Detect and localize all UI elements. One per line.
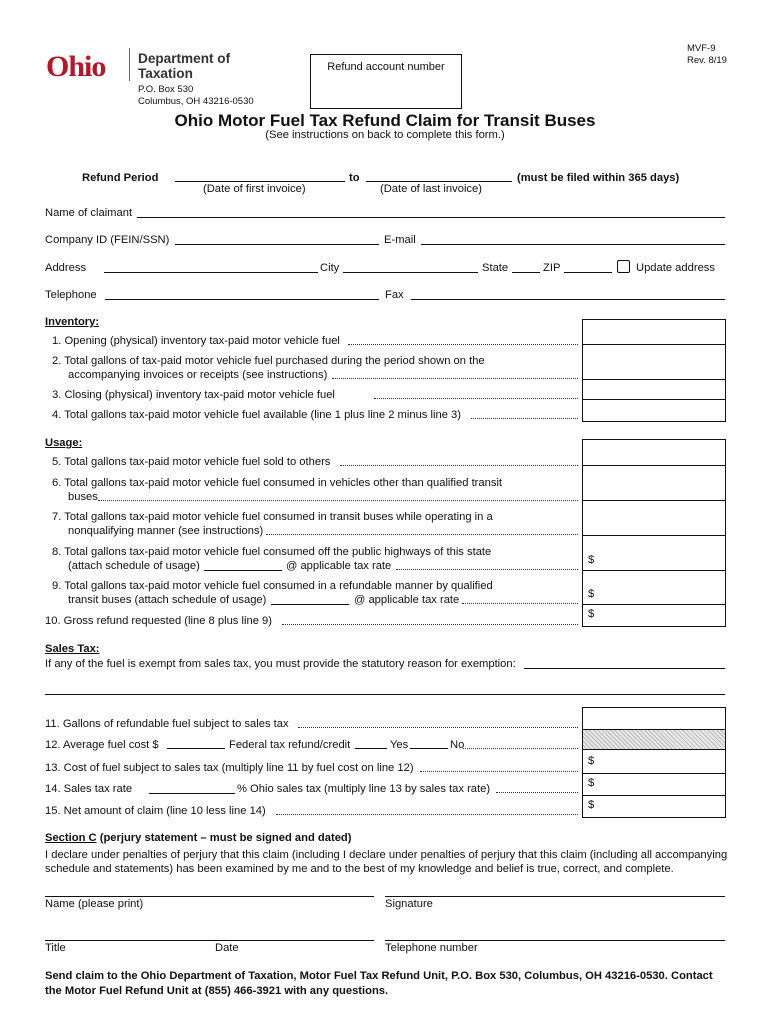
section-c-title: Section C: [45, 832, 97, 844]
leader-dots: [98, 500, 578, 501]
signature-label: Signature: [385, 898, 433, 910]
line-12-shaded-box: [582, 729, 726, 751]
federal-refund-yes-field[interactable]: [355, 748, 387, 749]
form-subtitle: (See instructions on back to complete this form.): [265, 129, 505, 141]
to-label: to: [349, 172, 360, 184]
telephone-number-field[interactable]: [385, 940, 725, 941]
ohio-logo: Ohio: [46, 50, 106, 83]
line-10-label: 10. Gross refund requested (line 8 plus line 9): [45, 615, 272, 627]
line-9-continued: transit buses (attach schedule of usage): [68, 594, 267, 606]
mailing-instructions-line-2: the Motor Fuel Refund Unit at (855) 466-3921 with any questions.: [45, 985, 389, 997]
dollar-sign: $: [588, 608, 595, 620]
leader-dots: [298, 727, 578, 728]
line-12-label: 12. Average fuel cost $: [45, 739, 159, 751]
company-id-label: Company ID (FEIN/SSN): [45, 234, 170, 246]
line-13-label: 13. Cost of fuel subject to sales tax (multiply line 11 by fuel cost on line 12): [45, 762, 414, 774]
line-14-label: 14. Sales tax rate: [45, 783, 133, 795]
last-invoice-date-field[interactable]: [366, 181, 512, 182]
leader-dots: [266, 534, 578, 535]
exemption-instruction: If any of the fuel is exempt from sales tax, you must provide the statutory reason for exemption:: [45, 658, 516, 670]
leader-dots: [496, 792, 578, 793]
yes-label: Yes: [390, 739, 409, 751]
line-9-amount-box[interactable]: [582, 570, 726, 606]
line-8-continued: (attach schedule of usage): [68, 560, 200, 572]
line-4-amount-box[interactable]: [582, 399, 726, 422]
line-11-label: 11. Gallons of refundable fuel subject to sales tax: [45, 718, 289, 730]
department-line-1: Department of: [138, 51, 231, 66]
refund-account-number-box[interactable]: [310, 54, 462, 109]
telephone-label: Telephone: [45, 289, 97, 301]
telephone-number-label: Telephone number: [385, 942, 478, 954]
first-invoice-caption: (Date of first invoice): [203, 183, 306, 195]
address-field[interactable]: [104, 272, 318, 273]
line-3-amount-box[interactable]: [582, 379, 726, 401]
no-label: No: [450, 739, 465, 751]
section-c-heading: [45, 832, 352, 844]
perjury-statement-line-2: schedule and statements) has been examined by me and to the best of my knowledge and belief is true, correct, and complete.: [45, 863, 674, 875]
line-8-label: 8. Total gallons tax-paid motor vehicle fuel consumed off the public highways of this state: [52, 546, 492, 558]
line-2-amount-box[interactable]: [582, 344, 726, 381]
email-label: E-mail: [384, 234, 416, 246]
department-line-2: Taxation: [138, 66, 193, 81]
email-field[interactable]: [421, 244, 725, 245]
line-1-label: 1. Opening (physical) inventory tax-paid motor vehicle fuel: [52, 335, 340, 347]
exemption-reason-field-2[interactable]: [45, 694, 725, 695]
line-7-amount-box[interactable]: [582, 500, 726, 537]
dollar-sign: $: [588, 588, 595, 600]
average-fuel-cost-field[interactable]: [167, 748, 225, 749]
zip-field[interactable]: [564, 272, 612, 273]
logo-divider: [129, 48, 130, 81]
line-13-amount-box[interactable]: [582, 749, 726, 775]
claimant-name-label: Name of claimant: [45, 207, 133, 219]
city-label: City: [320, 262, 340, 274]
line-4-label: 4. Total gallons tax-paid motor vehicle fuel available (line 1 plus line 2 minus line 3): [52, 409, 461, 421]
dollar-sign: $: [588, 799, 595, 811]
perjury-statement-line-1: I declare under penalties of perjury that this claim (including I declare under penalties of perjury that this claim (including all accompanying: [45, 849, 728, 861]
line-15-amount-box[interactable]: [582, 795, 726, 818]
department-name: [138, 51, 230, 81]
dollar-sign: $: [588, 755, 595, 767]
leader-dots: [396, 569, 578, 570]
city-field[interactable]: [343, 272, 478, 273]
usage-heading: Usage:: [45, 437, 83, 449]
first-invoice-date-field[interactable]: [175, 181, 345, 182]
line-11-amount-box[interactable]: [582, 707, 726, 731]
line-8-gallons-field[interactable]: [204, 570, 282, 571]
po-box: P.O. Box 530: [138, 84, 194, 95]
telephone-field[interactable]: [105, 299, 379, 300]
company-id-field[interactable]: [175, 244, 379, 245]
leader-dots: [348, 344, 578, 345]
last-invoice-caption: (Date of last invoice): [380, 183, 482, 195]
leader-dots: [462, 603, 578, 604]
mailing-instructions-line-1: Send claim to the Ohio Department of Taxation, Motor Fuel Tax Refund Unit, P.O. Box 530, Columbus, OH 43216-0530. Contact: [45, 970, 713, 982]
leader-dots: [332, 378, 578, 379]
line-8-rate-label: @ applicable tax rate: [286, 560, 392, 572]
line-5-amount-box[interactable]: [582, 439, 726, 467]
form-title: Ohio Motor Fuel Tax Refund Claim for Transit Buses: [174, 111, 596, 130]
line-5-label: 5. Total gallons tax-paid motor vehicle fuel sold to others: [52, 456, 331, 468]
sales-tax-heading: Sales Tax:: [45, 643, 100, 655]
date-label: Date: [215, 942, 239, 954]
line-14-amount-box[interactable]: [582, 773, 726, 797]
filing-deadline-note: (must be filed within 365 days): [517, 172, 680, 184]
line-7-continued: nonqualifying manner (see instructions): [68, 525, 264, 537]
line-2-continued: accompanying invoices or receipts (see instructions): [68, 369, 328, 381]
title-date-field[interactable]: [45, 940, 374, 941]
claimant-name-field[interactable]: [137, 217, 725, 218]
zip-label: ZIP: [543, 262, 561, 274]
fax-field[interactable]: [411, 299, 725, 300]
line-8-amount-box[interactable]: [582, 535, 726, 572]
line-6-amount-box[interactable]: [582, 465, 726, 502]
line-6-continued: buses: [68, 491, 98, 503]
federal-refund-no-field[interactable]: [410, 748, 448, 749]
line-15-label: 15. Net amount of claim (line 10 less line 14): [45, 805, 266, 817]
refund-period-label: Refund Period: [82, 172, 159, 184]
leader-dots: [471, 418, 578, 419]
printed-name-field[interactable]: [45, 896, 374, 897]
leader-dots: [276, 814, 578, 815]
exemption-reason-field[interactable]: [524, 668, 725, 669]
line-7-label: 7. Total gallons tax-paid motor vehicle fuel consumed in transit buses while operating in a: [52, 511, 493, 523]
leader-dots: [374, 398, 578, 399]
update-address-label: Update address: [636, 262, 715, 274]
line-2-label: 2. Total gallons of tax-paid motor vehicle fuel purchased during the period shown on the: [52, 355, 485, 367]
refund-account-label: Refund account number: [327, 61, 445, 73]
sales-tax-rate-field[interactable]: [149, 793, 235, 794]
update-address-checkbox[interactable]: [617, 260, 630, 273]
line-6-label: 6. Total gallons tax-paid motor vehicle fuel consumed in vehicles other than qualified transit: [52, 477, 503, 489]
federal-refund-label: Federal tax refund/credit: [229, 739, 351, 751]
line-9-label: 9. Total gallons tax-paid motor vehicle fuel consumed in a refundable manner by qualified: [52, 580, 493, 592]
line-1-amount-box[interactable]: [582, 319, 726, 346]
ohio-sales-tax-label: % Ohio sales tax (multiply line 13 by sales tax rate): [237, 783, 491, 795]
line-3-label: 3. Closing (physical) inventory tax-paid motor vehicle fuel: [52, 389, 335, 401]
leader-dots: [463, 748, 578, 749]
city-address: Columbus, OH 43216-0530: [138, 96, 254, 107]
section-c-subtitle: (perjury statement – must be signed and dated): [96, 832, 352, 844]
address-label: Address: [45, 262, 87, 274]
leader-dots: [282, 624, 578, 625]
line-10-amount-box[interactable]: [582, 604, 726, 627]
leader-dots: [420, 771, 578, 772]
revision-date: Rev. 8/19: [687, 55, 727, 66]
line-9-gallons-field[interactable]: [271, 604, 349, 605]
leader-dots: [340, 465, 578, 466]
inventory-heading: Inventory:: [45, 316, 100, 328]
form-id: MVF-9: [687, 43, 716, 54]
dollar-sign: $: [588, 777, 595, 789]
title-label: Title: [45, 942, 66, 954]
state-field[interactable]: [512, 272, 540, 273]
fax-label: Fax: [385, 289, 404, 301]
state-label: State: [482, 262, 509, 274]
printed-name-label: Name (please print): [45, 898, 144, 910]
signature-field[interactable]: [385, 896, 725, 897]
dollar-sign: $: [588, 554, 595, 566]
line-9-rate-label: @ applicable tax rate: [354, 594, 460, 606]
